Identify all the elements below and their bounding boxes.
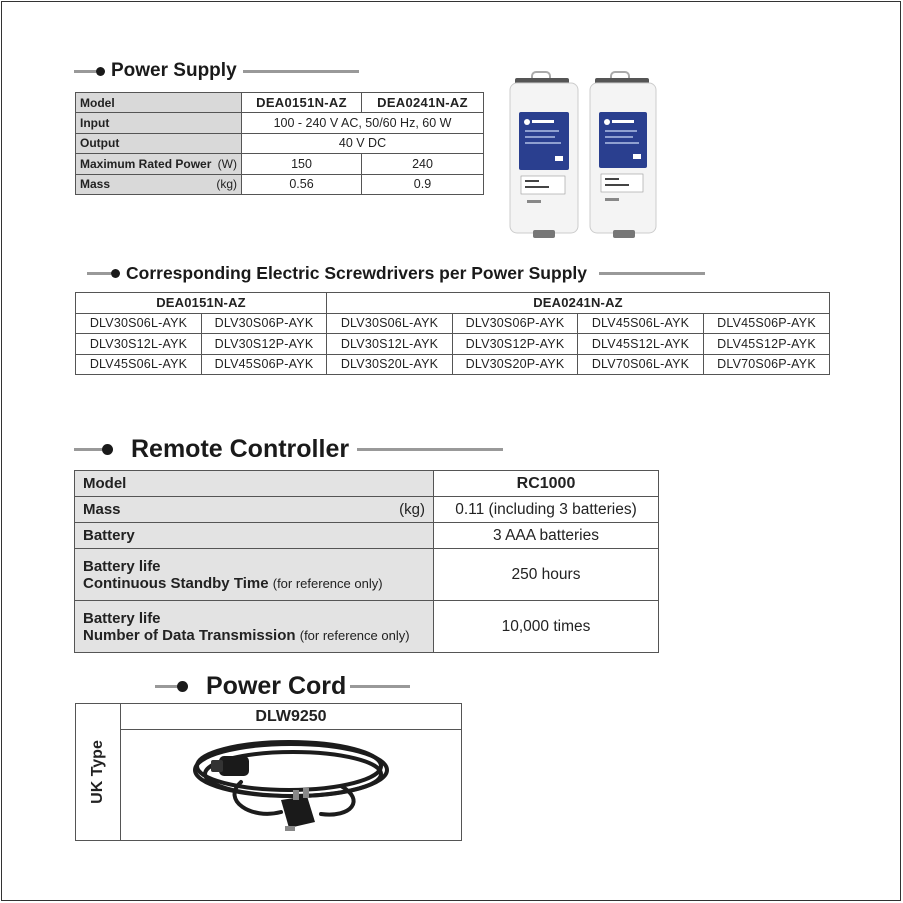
model-dea0241: DEA0241N-AZ xyxy=(362,93,484,113)
input-value: 100 - 240 V AC, 50/60 Hz, 60 W xyxy=(242,113,484,133)
table-cell: DLV30S06L-AYK xyxy=(76,313,202,334)
table-cell: DLV45S12L-AYK xyxy=(578,334,704,355)
heading-rule xyxy=(350,685,410,688)
table-row xyxy=(76,113,484,133)
heading-rule xyxy=(87,272,111,275)
rc-life2-value: 10,000 times xyxy=(434,601,659,653)
output-value: 40 V DC xyxy=(242,133,484,153)
rc-life1-sub: Continuous Standby Time xyxy=(83,574,269,592)
table-cell: DLV30S20L-AYK xyxy=(327,354,453,375)
mass-value-1: 0.56 xyxy=(242,174,362,194)
power-supply-unit-left xyxy=(510,72,578,238)
table-cell: DLV30S12P-AYK xyxy=(202,334,327,355)
rc-mass-unit: (kg) xyxy=(399,501,425,518)
mass-unit: (kg) xyxy=(216,177,237,192)
table-cell: DLV30S06L-AYK xyxy=(327,313,453,334)
table-row xyxy=(76,354,830,375)
table-cell: DLV45S06L-AYK xyxy=(76,354,202,375)
table-row xyxy=(75,549,659,601)
table-cell: DLV45S06L-AYK xyxy=(578,313,704,334)
rc-mass-label: Mass xyxy=(83,501,121,518)
table-row xyxy=(76,704,462,730)
rc-battery-label: Battery xyxy=(75,523,434,549)
table-cell: DLV30S12L-AYK xyxy=(327,334,453,355)
rc-mass-label-cell xyxy=(75,497,434,523)
rc-life2-note: (for reference only) xyxy=(299,627,410,643)
cord-model: DLW9250 xyxy=(121,704,462,730)
rc-life1-label-cell xyxy=(75,549,434,601)
remote-table xyxy=(74,470,659,653)
uk-type-cell xyxy=(76,704,121,841)
rc-life2-sub-line xyxy=(83,627,425,644)
rc-life2-sub: Number of Data Transmission xyxy=(83,626,296,644)
table-cell: DLV70S06L-AYK xyxy=(578,354,704,375)
mass-label: Mass xyxy=(80,177,111,192)
table-row xyxy=(76,93,484,113)
power-unit: (W) xyxy=(217,156,237,171)
heading-rule xyxy=(599,272,705,275)
table-row xyxy=(76,154,484,174)
heading-bullet-icon xyxy=(102,444,113,455)
table-row xyxy=(75,497,659,523)
screwdrivers-table xyxy=(75,292,830,375)
table-row xyxy=(76,313,830,334)
table-row xyxy=(76,334,830,355)
table-cell: DLV45S06P-AYK xyxy=(202,354,327,375)
power-supply-table xyxy=(75,92,484,195)
table-row xyxy=(75,471,659,497)
heading-bullet-icon xyxy=(111,269,120,278)
power-cord-title: Power Cord xyxy=(206,671,347,700)
model-dea0151: DEA0151N-AZ xyxy=(242,93,362,113)
input-label: Input xyxy=(76,113,242,133)
screwdrivers-title: Corresponding Electric Screwdrivers per Power Supply xyxy=(126,262,587,283)
power-supply-units-image xyxy=(505,70,665,242)
remote-heading xyxy=(74,434,503,464)
output-label: Output xyxy=(76,133,242,153)
heading-rule xyxy=(357,448,503,451)
table-row xyxy=(75,523,659,549)
group-dea0241: DEA0241N-AZ xyxy=(327,293,830,314)
table-cell: DLV45S12P-AYK xyxy=(704,334,830,355)
table-cell: DLV30S06P-AYK xyxy=(202,313,327,334)
rc-life2-label-cell xyxy=(75,601,434,653)
heading-rule xyxy=(74,448,102,451)
heading-bullet-icon xyxy=(177,681,188,692)
power-value-1: 150 xyxy=(242,154,362,174)
table-row xyxy=(76,133,484,153)
rc-life1-label: Battery life xyxy=(83,557,161,575)
group-dea0151: DEA0151N-AZ xyxy=(76,293,327,314)
table-cell: DLV30S12P-AYK xyxy=(453,334,578,355)
mass-value-2: 0.9 xyxy=(362,174,484,194)
power-supply-title: Power Supply xyxy=(111,60,237,81)
rc-life1-value: 250 hours xyxy=(434,549,659,601)
heading-bullet-icon xyxy=(96,67,105,76)
remote-title: Remote Controller xyxy=(131,434,350,463)
cord-image-cell xyxy=(121,730,462,841)
power-cord-table xyxy=(75,703,462,841)
rc-life2-label: Battery life xyxy=(83,609,161,627)
power-cord-heading xyxy=(155,671,410,701)
heading-rule xyxy=(243,70,359,73)
power-supply-unit-right xyxy=(590,72,656,238)
power-label-cell xyxy=(76,154,242,174)
rc-battery-value: 3 AAA batteries xyxy=(434,523,659,549)
table-row xyxy=(75,601,659,653)
heading-rule xyxy=(155,685,177,688)
rc-mass-value: 0.11 (including 3 batteries) xyxy=(434,497,659,523)
table-row xyxy=(76,730,462,841)
uk-type-label: UK Type xyxy=(89,740,106,804)
model-label: Model xyxy=(76,93,242,113)
power-value-2: 240 xyxy=(362,154,484,174)
rc-model-label: Model xyxy=(75,471,434,497)
table-cell: DLV70S06P-AYK xyxy=(704,354,830,375)
heading-rule xyxy=(74,70,96,73)
table-row xyxy=(76,293,830,314)
table-cell: DLV30S12L-AYK xyxy=(76,334,202,355)
rc-model-value: RC1000 xyxy=(434,471,659,497)
power-cord-image xyxy=(181,730,401,835)
table-cell: DLV30S20P-AYK xyxy=(453,354,578,375)
screwdrivers-heading xyxy=(87,262,705,284)
table-row xyxy=(76,174,484,194)
power-label: Maximum Rated Power xyxy=(80,156,212,171)
mass-label-cell xyxy=(76,174,242,194)
power-supply-heading xyxy=(74,60,359,82)
rc-life1-note: (for reference only) xyxy=(272,575,383,591)
table-cell: DLV45S06P-AYK xyxy=(704,313,830,334)
rc-life1-sub-line xyxy=(83,575,425,592)
table-cell: DLV30S06P-AYK xyxy=(453,313,578,334)
